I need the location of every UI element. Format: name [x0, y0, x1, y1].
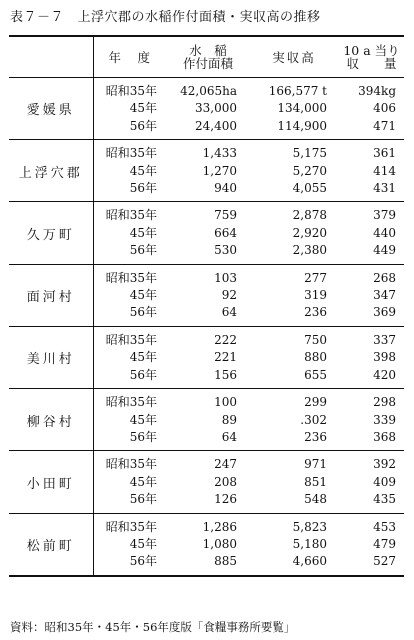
year-cell: 56年 — [129, 554, 157, 569]
per-cell: 440 — [373, 225, 396, 240]
per-cell: 394kg — [358, 84, 396, 98]
year-cell: 45年 — [129, 101, 157, 116]
per-cell: 409 — [373, 474, 396, 489]
yield-cell: 2,878 — [292, 208, 327, 223]
header-area — [167, 36, 249, 78]
area-cell: 940 — [167, 180, 249, 202]
year-cell: 56年 — [93, 491, 167, 513]
yield-cell: 299 — [304, 395, 327, 410]
per-cell: 406 — [373, 101, 396, 116]
table-row — [9, 451, 404, 474]
yield-cell: 5,823 — [292, 519, 327, 534]
per-cell: 368 — [339, 429, 404, 451]
area-cell: 89 — [221, 412, 237, 427]
header-area-line1: 水 稲 — [189, 43, 227, 58]
per-cell: 453 — [373, 519, 396, 534]
header-per-line2: 収 量 — [346, 56, 397, 71]
per-cell: 431 — [339, 180, 404, 202]
area-cell: 885 — [214, 554, 237, 569]
yield-cell: 750 — [304, 332, 327, 347]
year-cell: 56年 — [93, 118, 167, 140]
per-cell: 369 — [339, 304, 404, 326]
area-cell: 1,270 — [202, 163, 237, 178]
area-cell: 92 — [221, 288, 237, 303]
per-cell: 420 — [339, 367, 404, 389]
yield-cell: 4,660 — [292, 554, 327, 569]
per-cell: 347 — [373, 288, 396, 303]
per-cell: 268 — [373, 270, 396, 285]
table-row — [9, 264, 404, 287]
yield-cell: 851 — [304, 474, 327, 489]
yield-cell: 114,900 — [249, 118, 339, 140]
rice-table — [9, 35, 404, 577]
table-row — [9, 389, 404, 412]
per-cell: 398 — [373, 350, 396, 365]
yield-cell: 548 — [249, 491, 339, 513]
year-cell: 昭和35年 — [105, 332, 157, 347]
year-cell: 昭和35年 — [105, 519, 157, 534]
yield-cell: 655 — [249, 367, 339, 389]
yield-cell: 2,380 — [249, 242, 339, 264]
area-cell: 759 — [214, 208, 237, 223]
per-cell: 298 — [373, 395, 396, 410]
per-cell: 379 — [373, 208, 396, 223]
yield-cell: 319 — [304, 288, 327, 303]
per-cell: 435 — [339, 491, 404, 513]
year-cell: 45年 — [129, 288, 157, 303]
per-cell: 337 — [373, 332, 396, 347]
yield-cell: 166,577 t — [268, 84, 327, 98]
year-cell: 45年 — [129, 225, 157, 240]
header-region-cell — [9, 36, 93, 78]
year-cell: 45年 — [129, 412, 157, 427]
region-label: 柳谷村 — [9, 389, 93, 451]
yield-cell: 5,270 — [292, 163, 327, 178]
area-cell: 247 — [214, 457, 237, 472]
region-label: 上浮穴郡 — [9, 140, 93, 202]
area-cell: 221 — [214, 350, 237, 365]
year-cell: 56年 — [93, 304, 167, 326]
source-note: 資料：昭和35年・45年・56年度版「食糧事務所要覧」 — [10, 620, 296, 634]
area-cell: 126 — [167, 491, 249, 513]
region-label: 久万町 — [9, 202, 93, 264]
year-cell: 昭和35年 — [105, 208, 157, 223]
yield-cell: .302 — [300, 412, 327, 427]
area-cell: 1,286 — [202, 519, 237, 534]
year-cell: 56年 — [93, 367, 167, 389]
table-body — [9, 78, 404, 576]
year-cell: 56年 — [93, 180, 167, 202]
per-cell: 449 — [339, 242, 404, 264]
year-cell: 56年 — [93, 242, 167, 264]
area-cell: 103 — [214, 270, 237, 285]
region-label: 松前町 — [9, 513, 93, 576]
yield-cell: 277 — [304, 270, 327, 285]
yield-cell: 880 — [304, 350, 327, 365]
area-cell: 100 — [214, 395, 237, 410]
table-title: 表７－７ 上浮穴郡の水稲作付面積・実収高の推移 — [10, 10, 321, 25]
table-row — [9, 140, 404, 163]
area-cell: 664 — [214, 225, 237, 240]
area-cell: 156 — [167, 367, 249, 389]
year-cell: 56年 — [93, 429, 167, 451]
per-cell: 471 — [339, 118, 404, 140]
region-label: 愛媛県 — [9, 78, 93, 140]
table-row — [9, 78, 404, 101]
area-cell: 64 — [167, 429, 249, 451]
area-cell: 1,433 — [202, 146, 237, 161]
yield-cell: 134,000 — [277, 101, 327, 116]
header-yield: 実収高 — [249, 36, 339, 78]
year-cell: 昭和35年 — [105, 457, 157, 472]
area-cell: 42,065ha — [180, 84, 237, 98]
yield-cell: 4,055 — [249, 180, 339, 202]
header-area-line2: 作付面積 — [182, 56, 233, 71]
yield-cell: 5,180 — [292, 536, 327, 551]
region-label: 面河村 — [9, 264, 93, 326]
header-year: 年 度 — [93, 36, 167, 78]
year-cell: 昭和35年 — [105, 270, 157, 285]
area-cell: 222 — [214, 332, 237, 347]
yield-cell: 971 — [304, 457, 327, 472]
header-per — [339, 36, 404, 78]
year-cell: 45年 — [129, 536, 157, 551]
area-cell: 64 — [167, 304, 249, 326]
per-cell: 527 — [373, 554, 396, 569]
area-cell: 530 — [167, 242, 249, 264]
area-cell: 1,080 — [202, 536, 237, 551]
year-cell: 昭和35年 — [105, 84, 157, 98]
area-cell: 33,000 — [195, 101, 237, 116]
per-cell: 361 — [373, 146, 396, 161]
year-cell: 45年 — [129, 474, 157, 489]
per-cell: 414 — [373, 163, 396, 178]
year-cell: 昭和35年 — [105, 146, 157, 161]
area-cell: 24,400 — [167, 118, 249, 140]
table-row — [9, 513, 404, 536]
per-cell: 339 — [373, 412, 396, 427]
table-row — [9, 326, 404, 349]
yield-cell: 2,920 — [292, 225, 327, 240]
year-cell: 昭和35年 — [105, 395, 157, 410]
region-label: 美川村 — [9, 326, 93, 388]
year-cell: 45年 — [129, 163, 157, 178]
region-label: 小田町 — [9, 451, 93, 513]
per-cell: 392 — [373, 457, 396, 472]
yield-cell: 236 — [249, 304, 339, 326]
yield-cell: 5,175 — [292, 146, 327, 161]
area-cell: 208 — [214, 474, 237, 489]
table-row — [9, 202, 404, 225]
table-header — [9, 36, 404, 78]
year-cell: 45年 — [129, 350, 157, 365]
yield-cell: 236 — [249, 429, 339, 451]
header-per-line1: 10 a 当り — [343, 43, 400, 58]
per-cell: 479 — [373, 536, 396, 551]
